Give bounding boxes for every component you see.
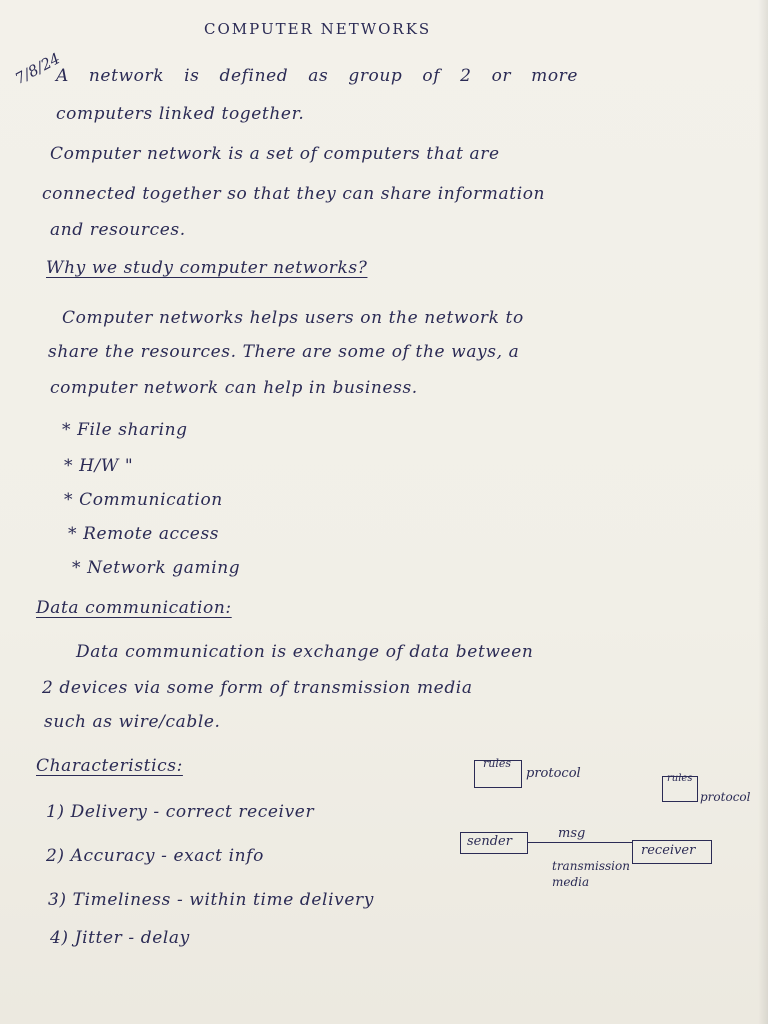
data-comm-line-2: 2 devices via some form of transmission media xyxy=(42,678,473,698)
characteristic-accuracy: 2) Accuracy - exact info xyxy=(46,846,264,866)
intro-line-5: and resources. xyxy=(50,220,186,240)
msg-label: msg xyxy=(558,826,586,841)
intro-line-4: connected together so that they can share information xyxy=(42,184,546,204)
rules-label-left: rules xyxy=(483,757,512,770)
protocol-label-right: protocol xyxy=(700,790,751,804)
rules-box-right xyxy=(662,773,698,802)
why-heading: Why we study computer networks? xyxy=(46,258,368,278)
transmission-line xyxy=(528,842,632,843)
intro-line-1: A network is defined as group of 2 or more xyxy=(56,66,579,86)
medium-label: transmission media xyxy=(552,859,630,889)
characteristic-timeliness: 3) Timeliness - within time delivery xyxy=(48,890,374,910)
protocol-label-left: protocol xyxy=(526,766,581,781)
characteristic-delivery: 1) Delivery - correct receiver xyxy=(46,802,315,822)
page-title: COMPUTER NETWORKS xyxy=(204,20,432,38)
bullet-communication: * Communication xyxy=(64,490,223,510)
bullet-remote-access: * Remote access xyxy=(68,524,220,544)
data-comm-line-1: Data communication is exchange of data between xyxy=(76,642,534,662)
receiver-label: receiver xyxy=(641,843,696,858)
intro-line-2: computers linked together. xyxy=(56,104,305,124)
bullet-file-sharing: * File sharing xyxy=(62,420,188,440)
why-line-2: share the resources. There are some of the ways, a xyxy=(48,342,520,362)
page-edge-shadow xyxy=(758,0,768,1024)
page-date: 7/8/24 xyxy=(12,49,64,88)
sender-label: sender xyxy=(467,834,512,849)
characteristics-heading: Characteristics: xyxy=(36,756,183,776)
bullet-hardware: * H/W " xyxy=(64,456,134,476)
data-comm-heading: Data communication: xyxy=(36,598,232,618)
sender-box xyxy=(460,832,528,854)
intro-line-3: Computer network is a set of computers that are xyxy=(50,144,500,164)
characteristic-jitter: 4) Jitter - delay xyxy=(50,928,190,948)
bullet-network-gaming: * Network gaming xyxy=(72,558,241,578)
why-line-1: Computer networks helps users on the network to xyxy=(62,308,524,328)
rules-label-right: rules xyxy=(667,773,693,784)
rules-box-left xyxy=(474,757,522,788)
why-line-3: computer network can help in business. xyxy=(50,378,418,398)
data-comm-line-3: such as wire/cable. xyxy=(44,712,221,732)
